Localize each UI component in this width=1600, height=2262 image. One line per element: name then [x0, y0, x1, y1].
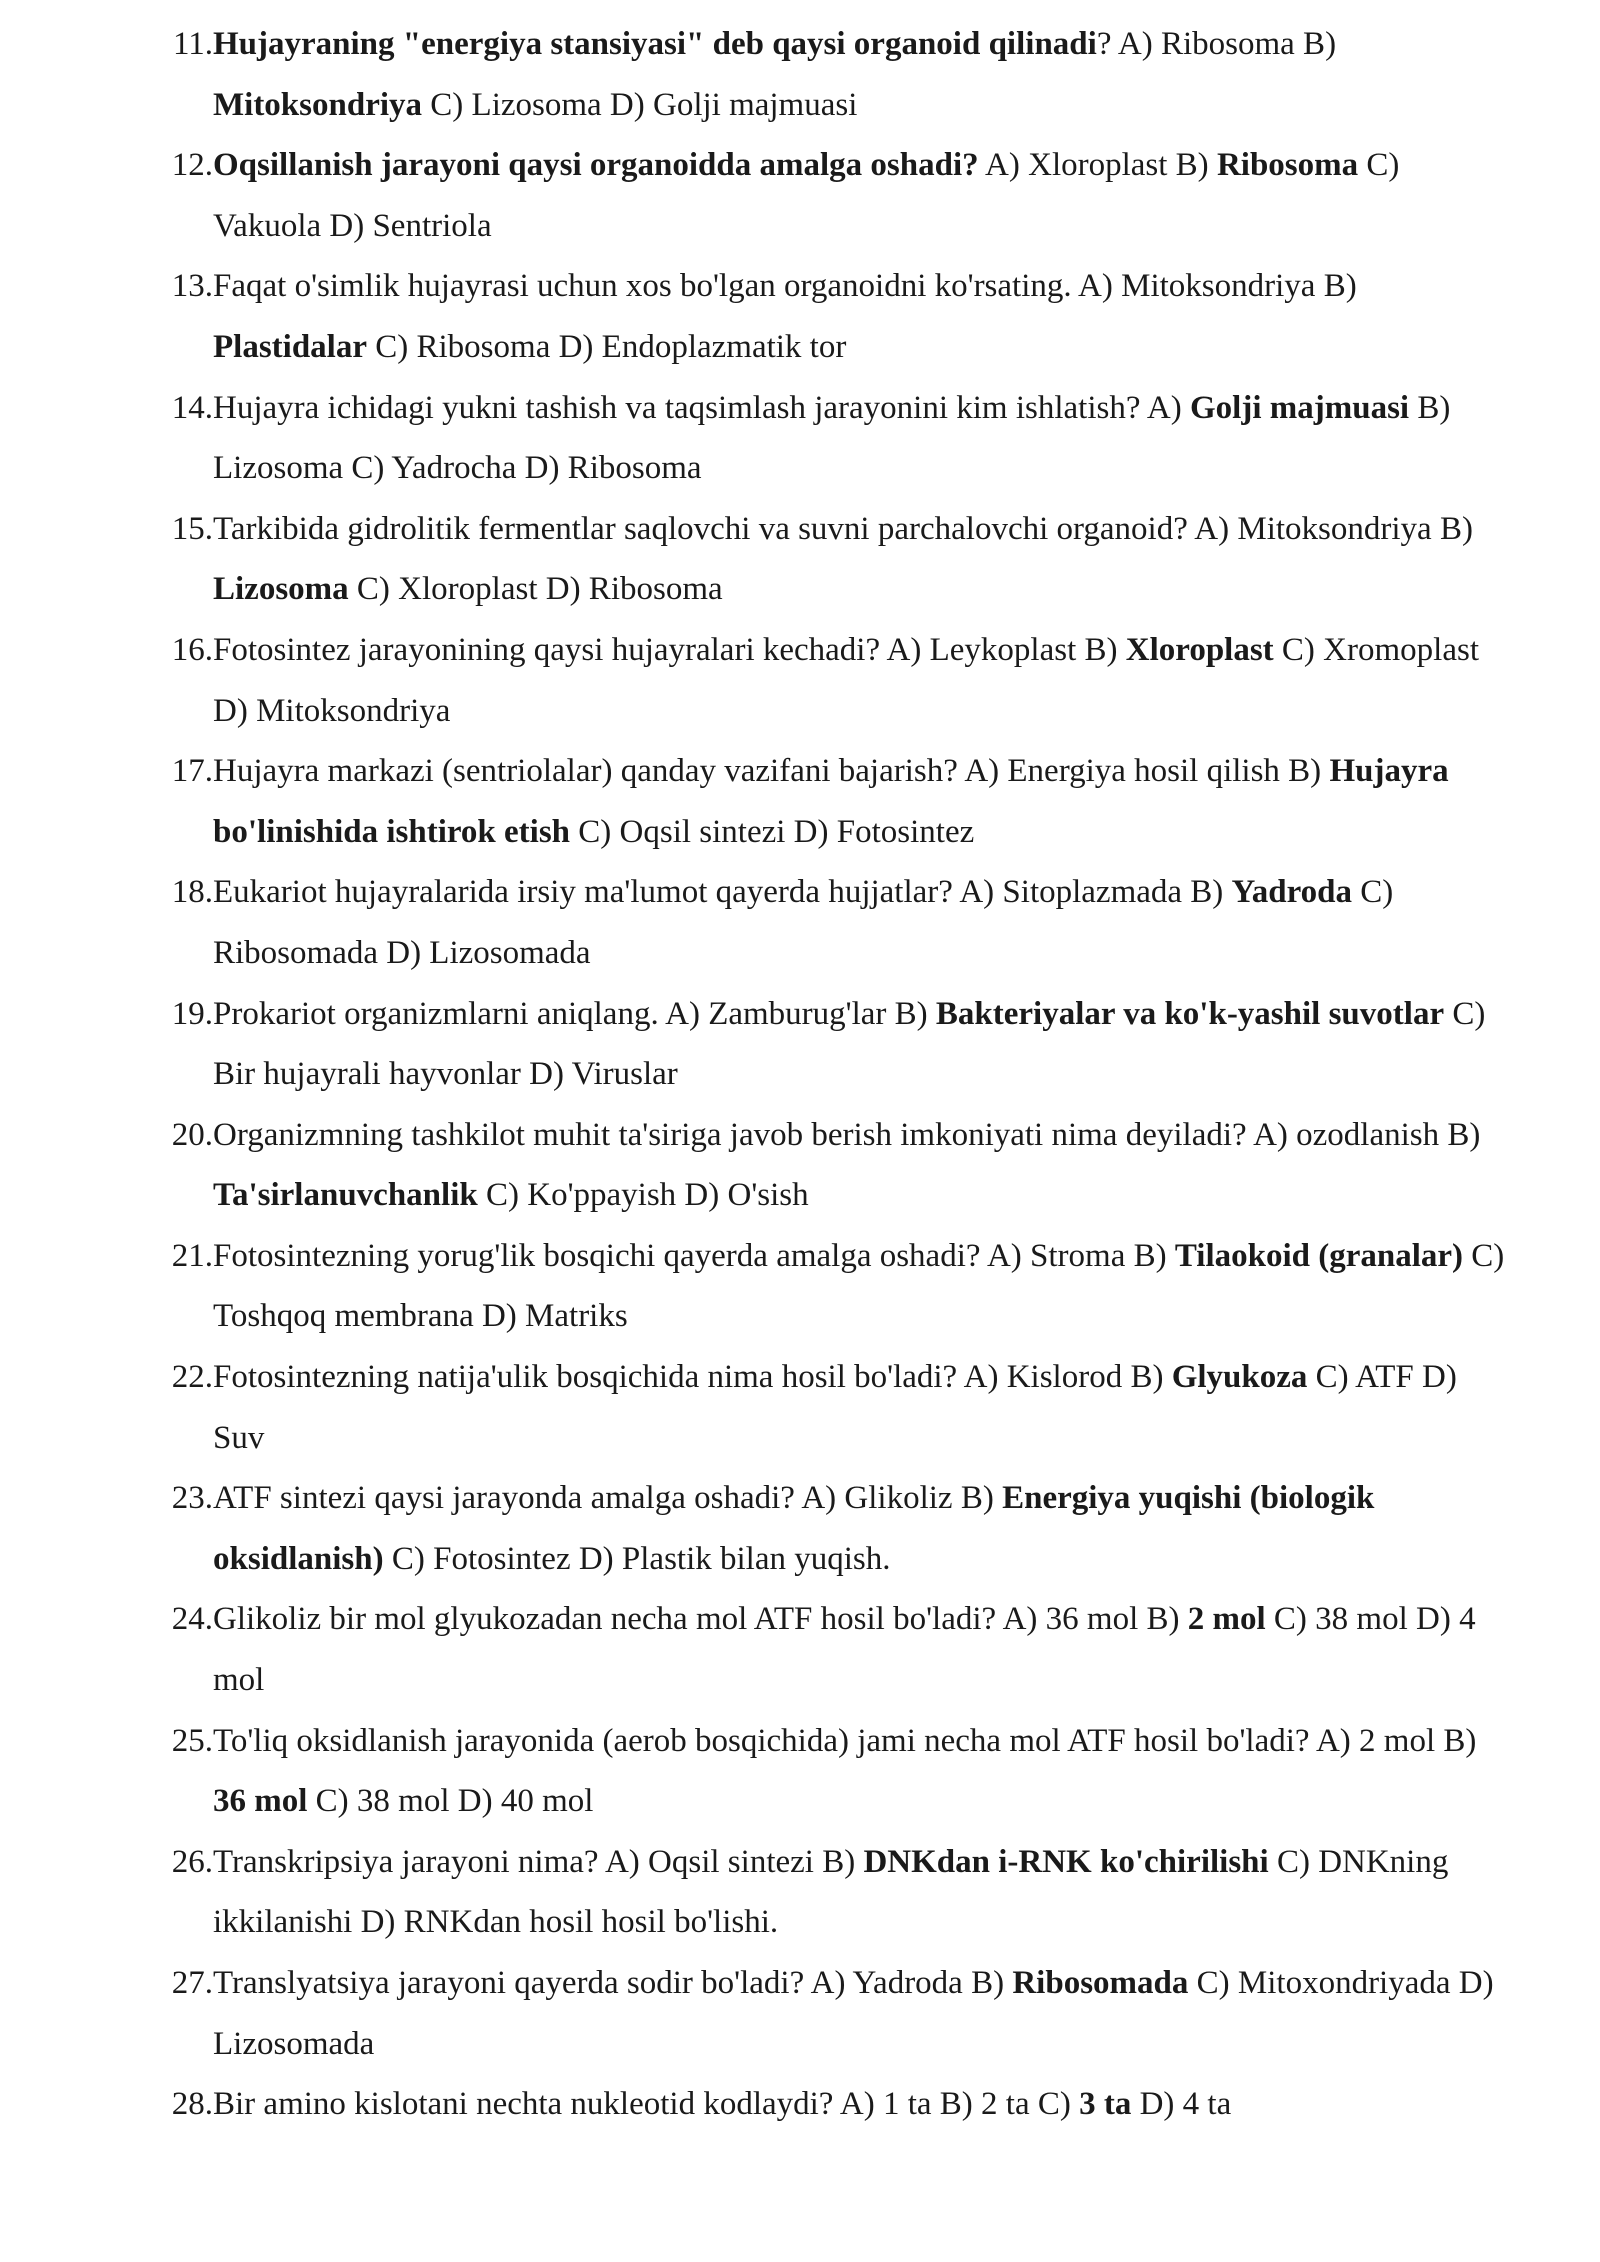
question-number: 20.: [171, 1116, 213, 1153]
answer-highlight: Hujayra bo'linishida ishtirok etish: [213, 753, 1449, 850]
question-segment: C) Bir hujayrali hayvonlar D) Viruslar: [213, 995, 1486, 1093]
question-segment: Hujayra ichidagi yukni tashish va taqsimlash jarayonini kim ishlatish? A): [213, 389, 1190, 426]
answer-highlight: Ta'sirlanuvchanlik: [213, 1177, 478, 1214]
question-number: 25.: [171, 1722, 213, 1759]
question-text: [213, 1226, 1505, 1347]
answer-highlight: Plastidalar: [213, 328, 367, 365]
question-item: [160, 378, 1505, 499]
question-segment: C) Vakuola D) Sentriola: [213, 147, 1400, 244]
question-text: [213, 1468, 1505, 1589]
question-number: 18.: [171, 874, 213, 911]
answer-highlight: 2 mol: [1187, 1601, 1266, 1638]
question-text: [213, 14, 1505, 135]
question-text: [213, 1105, 1505, 1226]
answer-highlight: Ribosomada: [1012, 1965, 1189, 2001]
answer-highlight: DNKdan i-RNK ko'chirilishi: [863, 1843, 1269, 1880]
answer-highlight: Mitoksondriya: [213, 86, 423, 123]
answer-highlight: Xloroplast: [1125, 631, 1274, 668]
question-segment: C) Toshqoq membrana D) Matriks: [213, 1237, 1505, 1335]
question-segment: Translyatsiya jarayoni qayerda sodir bo'ladi? A) Yadroda B): [213, 1965, 1013, 2001]
question-segment: Fotosintez jarayonining qaysi hujayralari kechadi? A) Leykoplast B): [213, 631, 1126, 668]
question-item: [160, 135, 1505, 256]
question-segment: C) Ko'ppayish D) O'sish: [477, 1177, 809, 1214]
question-number: 12.: [171, 147, 213, 184]
question-segment: C) Fotosintez D) Plastik bilan yuqish.: [383, 1540, 891, 1577]
question-item: [160, 741, 1505, 862]
question-item: [160, 1711, 1505, 1832]
question-item: [160, 2074, 1505, 2135]
answer-highlight: Energiya yuqishi (biologik oksidlanish): [213, 1480, 1375, 1577]
question-number: 19.: [171, 995, 213, 1032]
question-segment: Hujayra markazi (sentriolalar) qanday vazifani bajarish? A) Energiya hosil qilish B): [213, 753, 1330, 790]
question-text: [213, 499, 1505, 620]
question-number: 16.: [171, 631, 213, 668]
question-segment: C) Ribosomada D) Lizosomada: [213, 874, 1394, 971]
question-number: 23.: [171, 1480, 213, 1517]
question-segment: ? A) Ribosoma B): [1096, 26, 1337, 62]
answer-highlight: Bakteriyalar va ko'k-yashil suvotlar: [935, 995, 1445, 1032]
question-item: [160, 620, 1505, 741]
question-segment: Fotosintezning natija'ulik bosqichida nima hosil bo'ladi? A) Kislorod B): [213, 1359, 1172, 1396]
question-item: [160, 1953, 1505, 2074]
answer-highlight: Oqsillanish jarayoni qaysi organoidda amalga oshadi?: [213, 147, 979, 184]
question-item: [160, 499, 1505, 620]
question-segment: Eukariot hujayralarida irsiy ma'lumot qayerda hujjatlar? A) Sitoplazmada B): [213, 874, 1232, 911]
question-item: [160, 984, 1505, 1105]
answer-highlight: Hujayraning "energiya stansiyasi" deb qaysi organoid qilinadi: [213, 26, 1097, 62]
question-text: [213, 2074, 1505, 2135]
question-item: [160, 1105, 1505, 1226]
question-segment: D) 4 ta: [1131, 2086, 1232, 2123]
question-number: 27.: [171, 1965, 213, 2001]
question-number: 26.: [171, 1843, 213, 1880]
question-item: [160, 1468, 1505, 1589]
question-item: [160, 1832, 1505, 1953]
answer-highlight: Glyukoza: [1171, 1359, 1308, 1396]
question-segment: Glikoliz bir mol glyukozadan necha mol ATF hosil bo'ladi? A) 36 mol B): [213, 1601, 1188, 1638]
question-segment: Faqat o'simlik hujayrasi uchun xos bo'lgan organoidni ko'rsating. A) Mitoksondriya B): [213, 268, 1357, 305]
question-item: [160, 256, 1505, 377]
question-segment: C) Ribosoma D) Endoplazmatik tor: [367, 328, 847, 365]
question-number: 11.: [172, 26, 213, 62]
answer-highlight: Ribosoma: [1216, 147, 1359, 184]
question-segment: To'liq oksidlanish jarayonida (aerob bosqichida) jami necha mol ATF hosil bo'ladi? A) 2 mol B): [213, 1722, 1477, 1759]
question-item: [160, 1589, 1505, 1710]
question-segment: C) DNKning ikkilanishi D) RNKdan hosil hosil bo'lishi.: [213, 1843, 1449, 1941]
question-number: 24.: [171, 1601, 213, 1638]
question-segment: A) Xloroplast B): [978, 147, 1217, 184]
question-number: 14.: [171, 389, 213, 426]
question-segment: C) Oqsil sintezi D) Fotosintez: [570, 813, 975, 850]
question-segment: C) Mitoxondriyada D) Lizosomada: [213, 1965, 1494, 2062]
question-segment: B) Lizosoma C) Yadrocha D) Ribosoma: [213, 389, 1451, 487]
question-number: 28.: [171, 2086, 213, 2123]
question-segment: C) ATF D) Suv: [213, 1359, 1457, 1456]
question-list: [160, 14, 1505, 2135]
question-segment: C) Xromoplast D) Mitoksondriya: [213, 631, 1479, 729]
question-number: 21.: [171, 1237, 213, 1274]
question-text: [213, 1347, 1505, 1468]
question-segment: C) 38 mol D) 40 mol: [307, 1783, 594, 1820]
question-text: [213, 1589, 1505, 1710]
question-segment: Transkripsiya jarayoni nima? A) Oqsil sintezi B): [213, 1843, 864, 1880]
question-text: [213, 1711, 1505, 1832]
question-number: 13.: [171, 268, 213, 305]
question-item: [160, 862, 1505, 983]
question-text: [213, 378, 1505, 499]
question-item: [160, 1226, 1505, 1347]
answer-highlight: 3 ta: [1079, 2086, 1132, 2123]
question-text: [213, 984, 1505, 1105]
question-text: [213, 1832, 1505, 1953]
question-text: [213, 135, 1505, 256]
answer-highlight: Golji majmuasi: [1190, 389, 1410, 426]
question-segment: Organizmning tashkilot muhit ta'siriga javob berish imkoniyati nima deyiladi? A) ozodlanish B): [213, 1116, 1481, 1153]
question-text: [213, 741, 1505, 862]
question-segment: Prokariot organizmlarni aniqlang. A) Zamburug'lar B): [213, 995, 936, 1032]
question-segment: Bir amino kislotani nechta nukleotid kodlaydi? A) 1 ta B) 2 ta C): [213, 2086, 1080, 2123]
question-text: [213, 256, 1505, 377]
question-item: [160, 14, 1505, 135]
answer-highlight: Tilaokoid (granalar): [1174, 1237, 1464, 1274]
question-text: [213, 620, 1505, 741]
question-segment: Fotosintezning yorug'lik bosqichi qayerda amalga oshadi? A) Stroma B): [213, 1237, 1175, 1274]
question-text: [213, 1953, 1505, 2074]
question-segment: ATF sintezi qaysi jarayonda amalga oshadi? A) Glikoliz B): [213, 1480, 1003, 1517]
question-segment: C) 38 mol D) 4 mol: [213, 1601, 1476, 1699]
question-number: 15.: [171, 510, 213, 547]
answer-highlight: 36 mol: [213, 1783, 308, 1820]
question-text: [213, 862, 1505, 983]
question-number: 17.: [171, 753, 213, 790]
answer-highlight: Lizosoma: [213, 571, 349, 608]
answer-highlight: Yadroda: [1231, 874, 1352, 911]
question-item: [160, 1347, 1505, 1468]
question-segment: Tarkibida gidrolitik fermentlar saqlovchi va suvni parchalovchi organoid? A) Mitoksondriya B): [213, 510, 1473, 547]
question-number: 22.: [171, 1359, 213, 1396]
question-segment: C) Xloroplast D) Ribosoma: [348, 571, 723, 608]
question-segment: C) Lizosoma D) Golji majmuasi: [422, 86, 858, 123]
